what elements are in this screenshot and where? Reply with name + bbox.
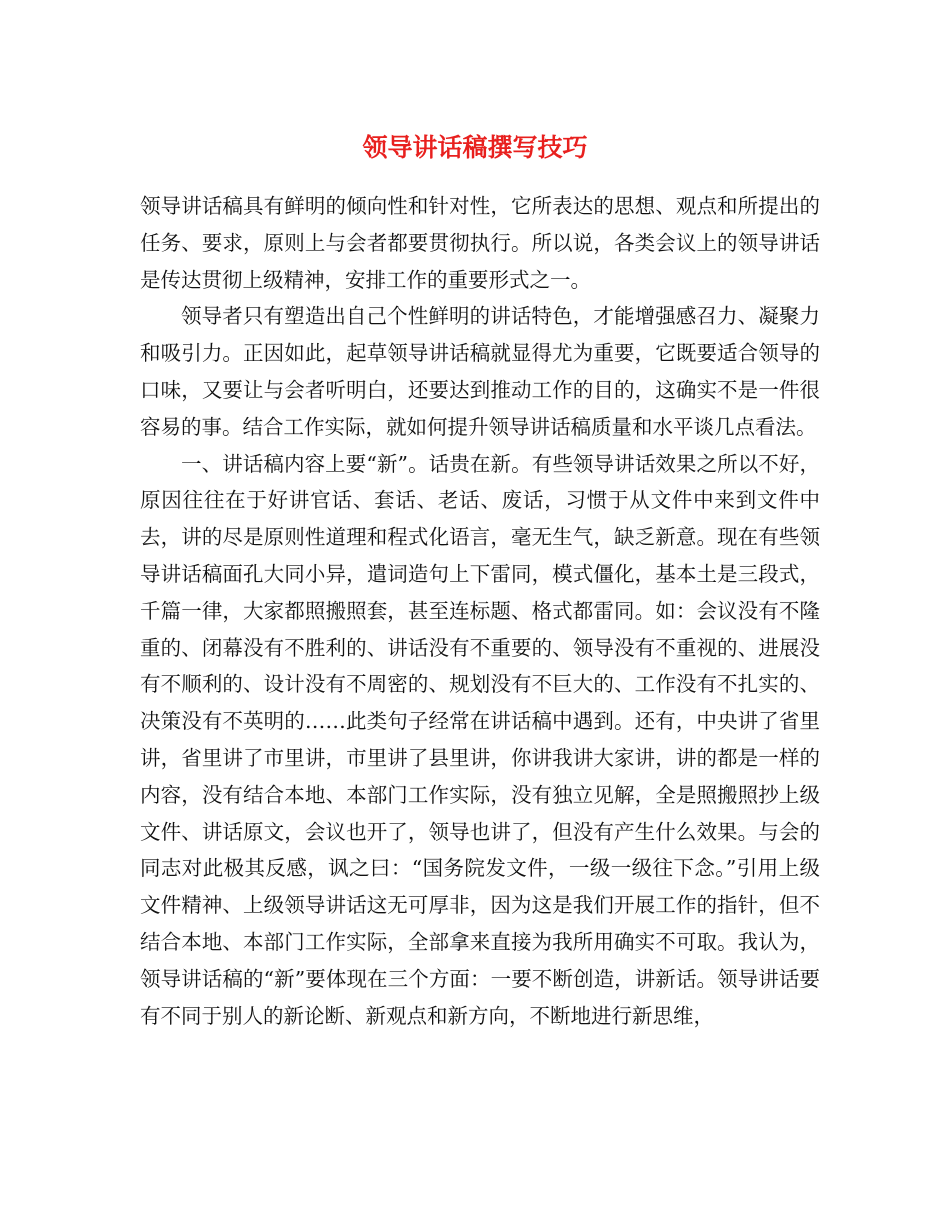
paragraph-intro: 领导讲话稿具有鲜明的倾向性和针对性，它所表达的思想、观点和所提出的任务、要求，原则上与会者都要贯彻执行。所以说，各类会议上的领导讲话是传达贯彻上级精神，安排工作的重要形式之一。 — [140, 194, 820, 292]
paragraph-leadership-style: 领导者只有塑造出自己个性鲜明的讲话特色，才能增强感召力、凝聚力和吸引力。正因如此，起草领导讲话稿就显得尤为重要，它既要适合领导的口味，又要让与会者听明白，还要达到推动工作的目的，这确实不是一件很容易的事。结合工作实际，就如何提升领导讲话稿质量和水平谈几点看法。 — [140, 304, 820, 439]
document-title: 领导讲话稿撰写技巧 — [362, 133, 588, 162]
paragraph-section-one: 一、讲话稿内容上要“新”。话贵在新。有些领导讲话效果之所以不好，原因往往在于好讲官话、套话、老话、废话，习惯于从文件中来到文件中去，讲的尽是原则性道理和程式化语言，毫无生气，缺乏新意。现在有些领导讲话稿面孔大同小异，遣词造句上下雷同，模式僵化，基本土是三段式，千篇一律，大家都照搬照套，甚至连标题、格式都雷同。如：会议没有不隆重的、闭幕没有不胜利的、讲话没有不重要的、领导没有不重视的、进展没有不顺利的、设计没有不周密的、规划没有不巨大的、工作没有不扎实的、决策没有不英明的……此类句子经常在讲话稿中遇到。还有，中央讲了省里讲，省里讲了市里讲，市里讲了县里讲，你讲我讲大家讲，讲的都是一样的内容，没有结合本地、本部门工作实际，没有独立见解，全是照搬照抄上级文件、讲话原文，会议也开了，领导也讲了，但没有产生什么效果。与会的同志对此极其反感，讽之曰：“国务院发文件，一级一级往下念。”引用上级文件精神、上级领导讲话这无可厚非，因为这是我们开展工作的指针，但不结合本地、本部门工作实际，全部拿来直接为我所用确实不可取。我认为，领导讲话稿的“新”要体现在三个方面：一要不断创造，讲新话。领导讲话要有不同于别人的新论断、新观点和新方向，不断地进行新思维， — [140, 451, 820, 1028]
document-body — [140, 188, 820, 1034]
